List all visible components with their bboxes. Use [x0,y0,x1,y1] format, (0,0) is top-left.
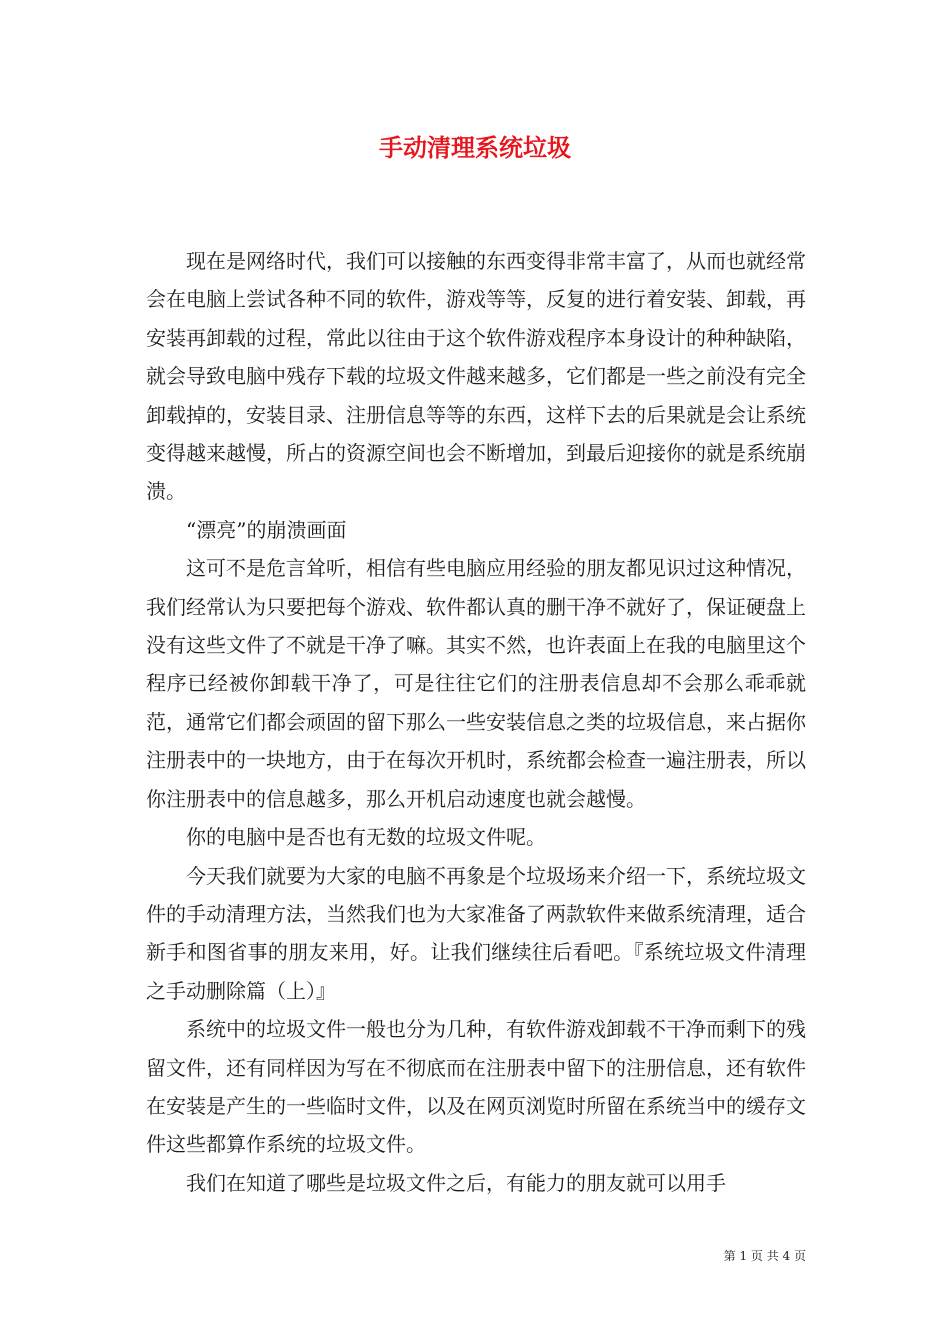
paragraph-today: 今天我们就要为大家的电脑不再象是个垃圾场来介绍一下，系统垃圾文件的手动清理方法，当然我们也为大家准备了两款软件来做系统清理，适合新手和图省事的朋友来用，好。让我们继续往后看吧。『系统垃圾文件清理之手动删除篇（上）』 [146,863,806,1003]
paragraph-question: 你的电脑中是否也有无数的垃圾文件呢。 [186,825,546,850]
paragraph-intro: 现在是网络时代，我们可以接触的东西变得非常丰富了，从而也就经常会在电脑上尝试各种不同的软件，游戏等等，反复的进行着安装、卸载，再安装再卸载的过程，常此以往由于这个软件游戏程序本身设计的种种缺陷，就会导致电脑中残存下载的垃圾文件越来越多，它们都是一些之前没有完全卸载掉的，安装目录、注册信息等等的东西，这样下去的后果就是会让系统变得越来越慢，所占的资源空间也会不断增加，到最后迎接你的就是系统崩溃。 [146,249,806,504]
paragraph-crash-caption: “漂亮”的崩溃画面 [186,517,347,542]
paragraph-next: 我们在知道了哪些是垃圾文件之后，有能力的朋友就可以用手 [186,1170,726,1195]
page-title: 手动清理系统垃圾 [379,133,571,162]
paragraph-types: 系统中的垃圾文件一般也分为几种，有软件游戏卸载不干净而剩下的残留文件，还有同样因为写在不彻底而在注册表中留下的注册信息，还有软件在安装是产生的一些临时文件，以及在网页浏览时所留在系统当中的缓存文件这些都算作系统的垃圾文件。 [146,1017,806,1157]
paragraph-registry: 这可不是危言耸听，相信有些电脑应用经验的朋友都见识过这种情况，我们经常认为只要把每个游戏、软件都认真的删干净不就好了，保证硬盘上没有这些文件了不就是干净了嘛。其实不然，也许表面上在我的电脑里这个程序已经被你卸载干净了，可是往往它们的注册表信息却不会那么乖乖就范，通常它们都会顽固的留下那么一些安装信息之类的垃圾信息，来占据你注册表中的一块地方，由于在每次开机时，系统都会检查一遍注册表，所以你注册表中的信息越多，那么开机启动速度也就会越慢。 [146,556,806,811]
page-number: 第 1 页 共 4 页 [723,1249,806,1263]
document-body [146,242,806,1202]
